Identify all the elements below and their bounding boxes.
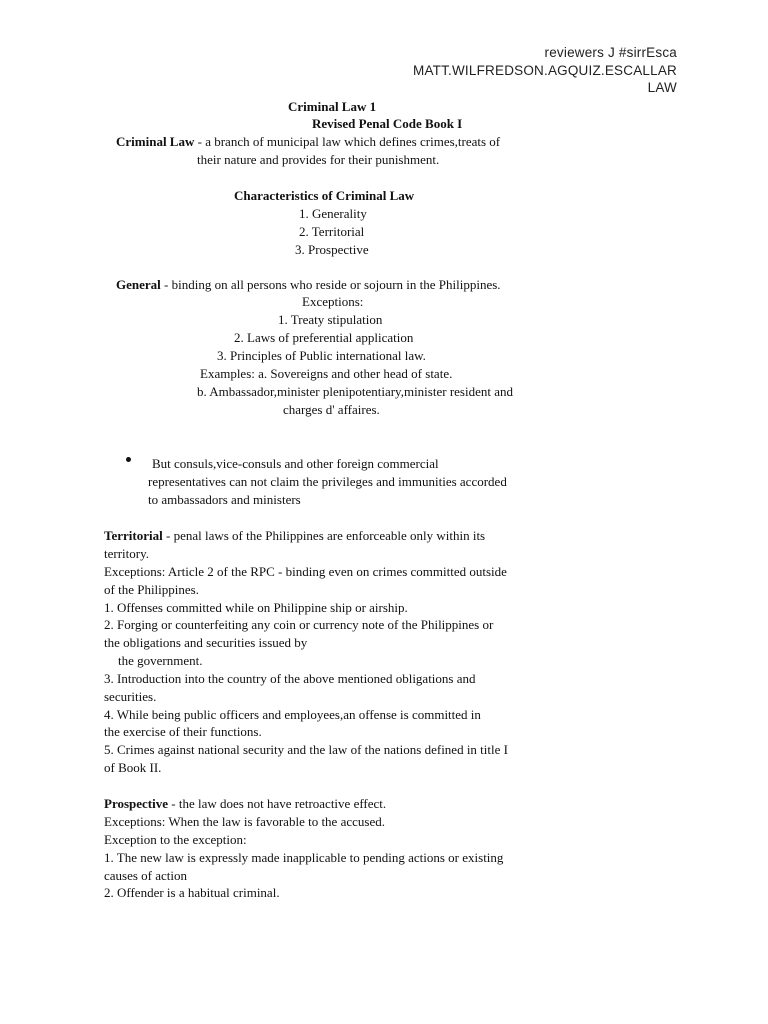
- header-line-reviewers: reviewers J #sirrEsca: [544, 45, 677, 60]
- criminal-law-definition-text: - a branch of municipal law which defines crimes,treats of: [194, 134, 501, 149]
- territorial-line: 1. Offenses committed while on Philippine ship or airship.: [104, 600, 408, 615]
- criminal-law-definition: [116, 133, 500, 151]
- territorial-line: 5. Crimes against national security and the law of the nations defined in title I: [104, 742, 508, 757]
- prospective-term: Prospective: [104, 796, 169, 811]
- territorial-line: 3. Introduction into the country of the above mentioned obligations and: [104, 671, 476, 686]
- header-line-author: MATT.WILFREDSON.AGQUIZ.ESCALLAR: [413, 63, 677, 78]
- header-line-subject: LAW: [647, 80, 677, 95]
- document-title: Criminal Law 1: [288, 99, 377, 114]
- bullet-note-line: to ambassadors and ministers: [148, 492, 301, 507]
- territorial-line: of Book II.: [104, 760, 162, 775]
- characteristic-item: 3. Prospective: [295, 242, 369, 257]
- characteristic-item: 2. Territorial: [299, 224, 365, 239]
- territorial-definition-text: - penal laws of the Philippines are enforceable only within its: [162, 528, 486, 543]
- bullet-note-line: But consuls,vice-consuls and other foreign commercial: [152, 456, 439, 471]
- territorial-line: territory.: [104, 546, 149, 561]
- bullet-icon: [126, 457, 131, 462]
- general-exceptions-label: Exceptions:: [302, 294, 364, 309]
- criminal-law-term: Criminal Law: [116, 134, 195, 149]
- prospective-line: 2. Offender is a habitual criminal.: [104, 885, 280, 900]
- territorial-definition: [104, 527, 485, 545]
- territorial-line: the government.: [118, 653, 203, 668]
- prospective-line: 1. The new law is expressly made inapplicable to pending actions or existing: [104, 850, 504, 865]
- territorial-line: the exercise of their functions.: [104, 724, 262, 739]
- characteristic-item: 1. Generality: [299, 206, 367, 221]
- territorial-line: Exceptions: Article 2 of the RPC - binding even on crimes committed outside: [104, 564, 507, 579]
- general-exception-item: 1. Treaty stipulation: [278, 312, 383, 327]
- bullet-note-line: representatives can not claim the privileges and immunities accorded: [148, 474, 507, 489]
- general-exception-item: 2. Laws of preferential application: [234, 330, 414, 345]
- prospective-definition-text: - the law does not have retroactive effect.: [168, 796, 387, 811]
- territorial-term: Territorial: [104, 528, 163, 543]
- prospective-line: Exception to the exception:: [104, 832, 247, 847]
- general-examples-a: Examples: a. Sovereigns and other head of state.: [200, 366, 453, 381]
- general-examples-b-cont: charges d' affaires.: [283, 402, 380, 417]
- document-subtitle: Revised Penal Code Book I: [312, 116, 463, 131]
- general-examples-b: b. Ambassador,minister plenipotentiary,minister resident and: [197, 384, 513, 399]
- prospective-definition: [104, 795, 386, 813]
- general-term: General: [116, 277, 161, 292]
- territorial-line: 2. Forging or counterfeiting any coin or currency note of the Philippines or: [104, 617, 494, 632]
- general-definition-text: - binding on all persons who reside or sojourn in the Philippines.: [160, 277, 501, 292]
- general-definition: [116, 276, 501, 294]
- criminal-law-definition-cont: their nature and provides for their punishment.: [197, 152, 440, 167]
- territorial-line: the obligations and securities issued by: [104, 635, 308, 650]
- territorial-line: securities.: [104, 689, 157, 704]
- prospective-line: causes of action: [104, 868, 188, 883]
- characteristics-heading: Characteristics of Criminal Law: [234, 188, 415, 203]
- territorial-line: 4. While being public officers and employees,an offense is committed in: [104, 707, 481, 722]
- prospective-line: Exceptions: When the law is favorable to the accused.: [104, 814, 385, 829]
- territorial-line: of the Philippines.: [104, 582, 199, 597]
- general-exception-item: 3. Principles of Public international law.: [217, 348, 426, 363]
